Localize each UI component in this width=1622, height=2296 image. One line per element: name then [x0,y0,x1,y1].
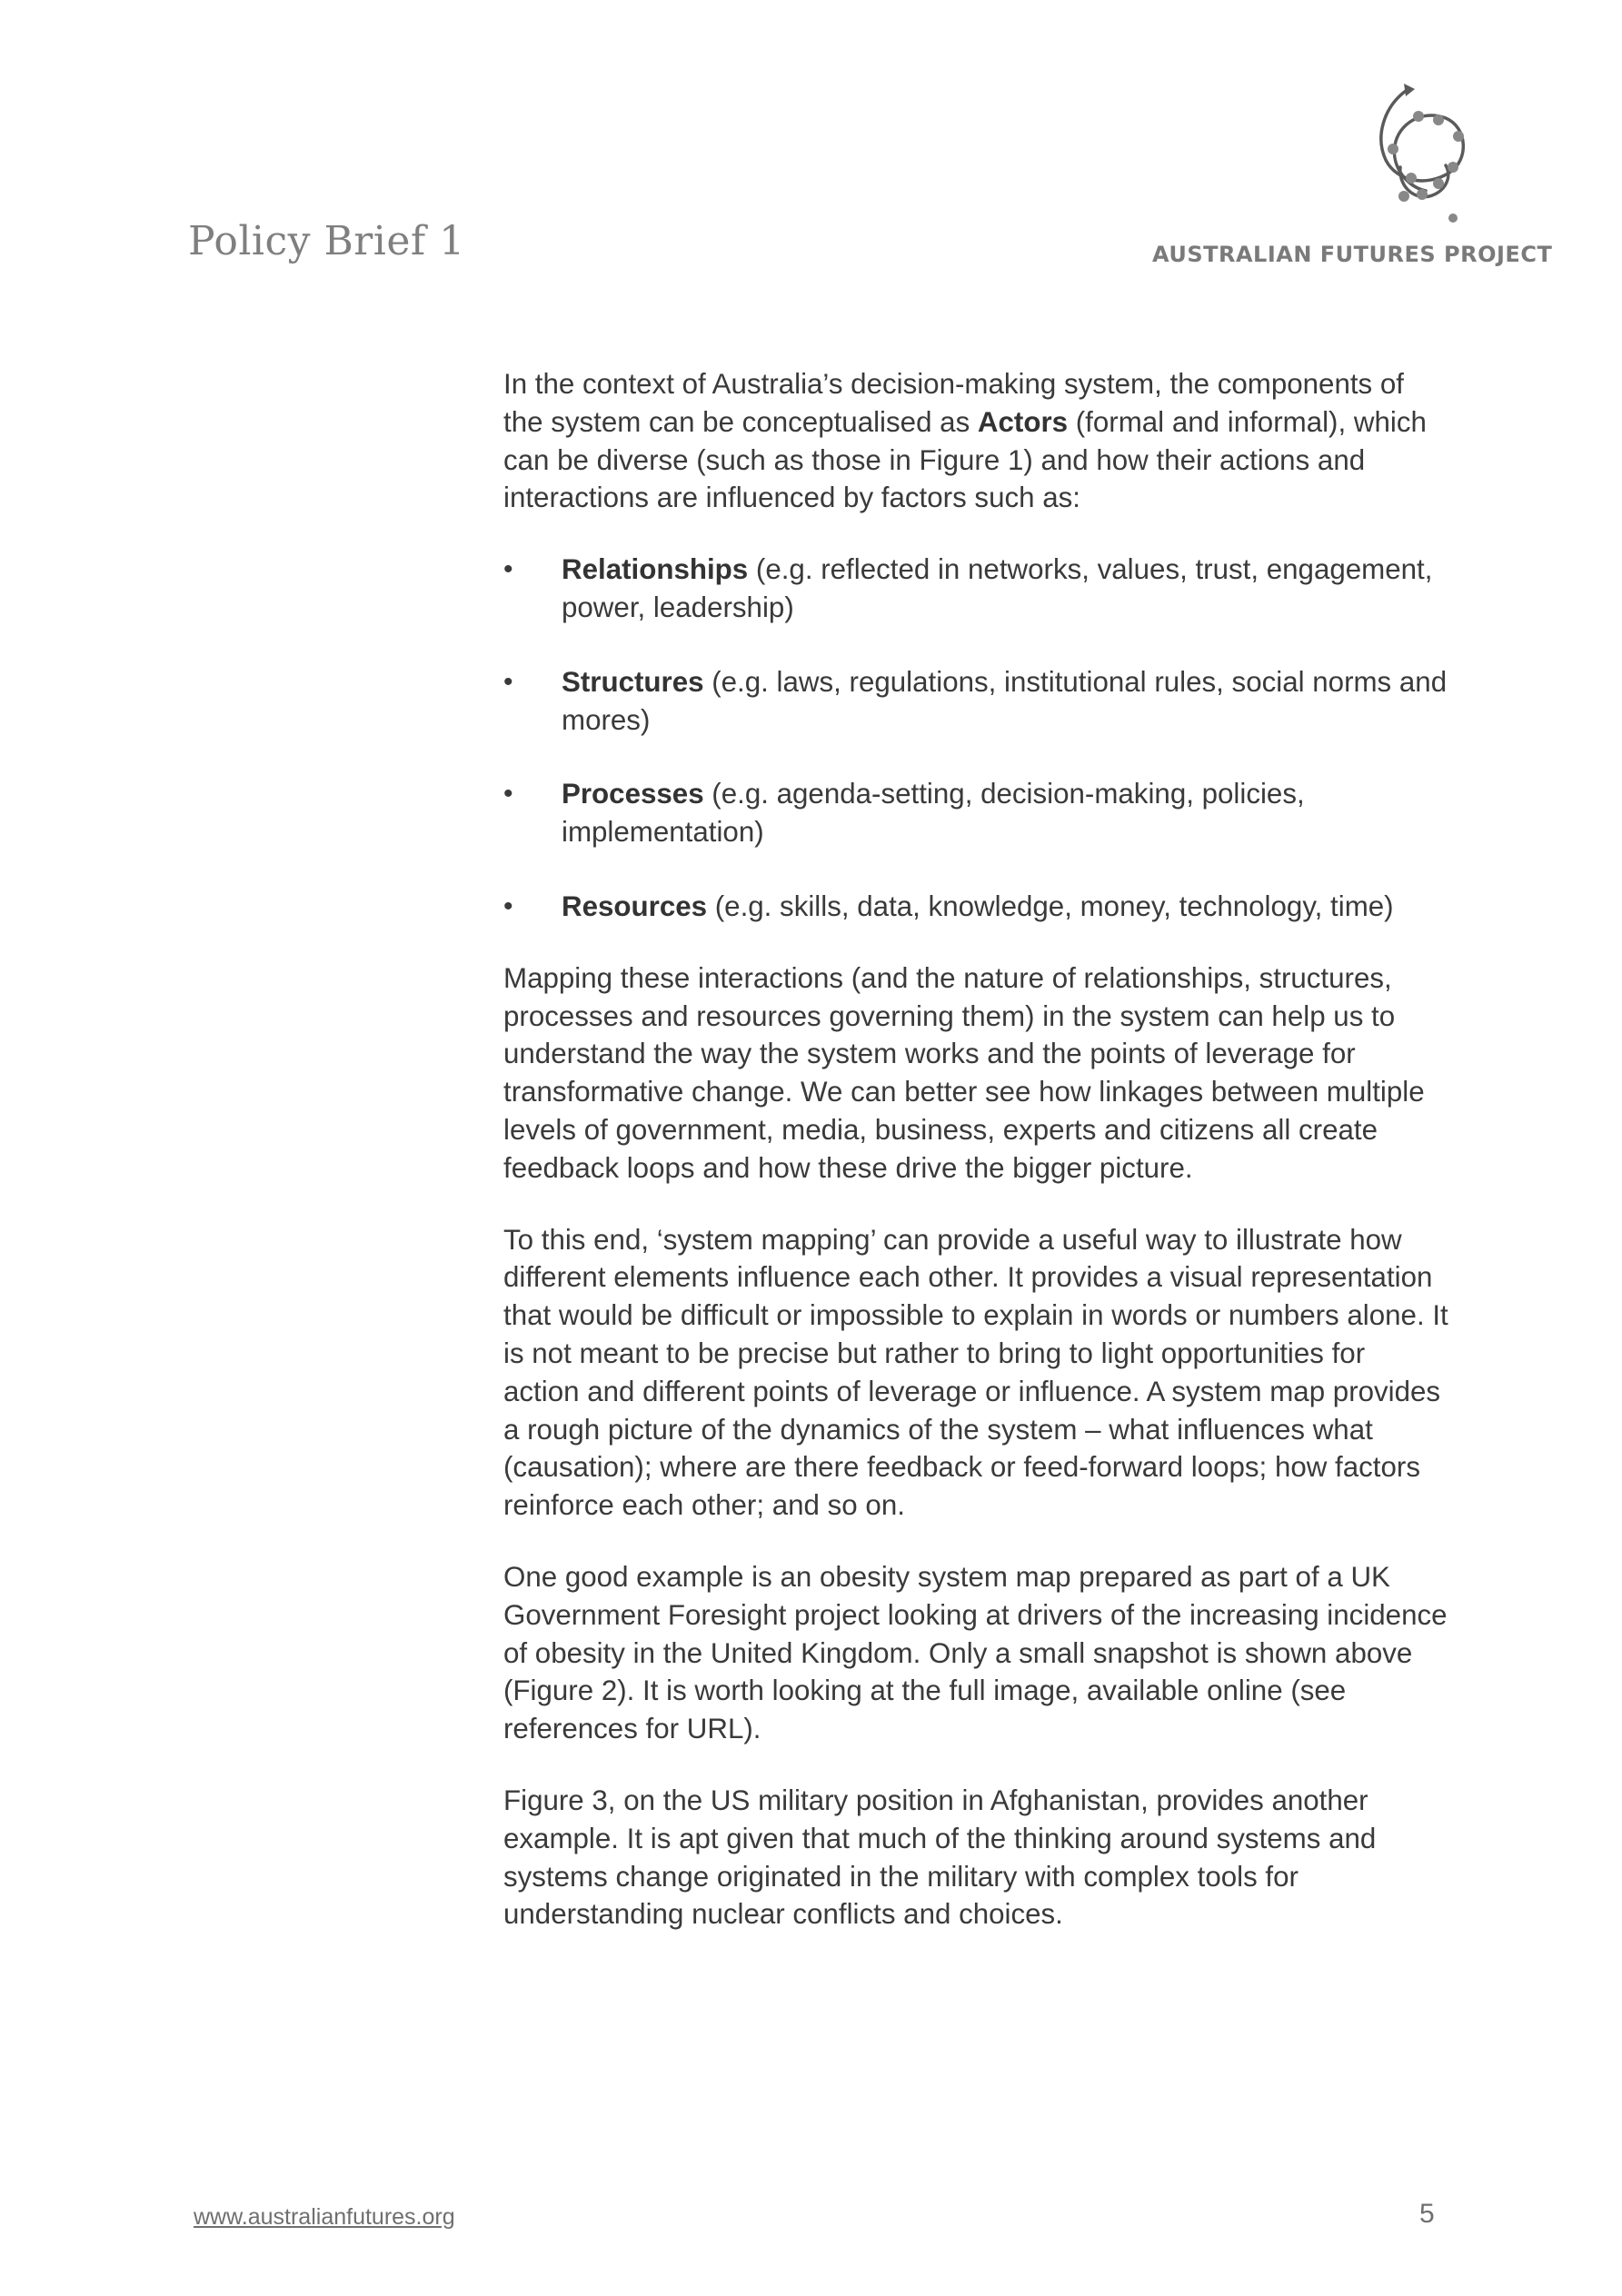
bullet-icon: • [503,890,513,921]
body-paragraph: One good example is an obesity system map prepared as part of a UK Government Foresight project looking at drivers of the increasing incidence of obesity in the United Kingdom. Only a small snapshot is shown above (Figure 2). It is worth looking at the full image, available online (see references for URL). [503,1560,1448,1745]
page-number: 5 [1419,2199,1435,2229]
body-paragraph: Figure 3, on the US military position in Afghanistan, provides another example. It is apt given that much of the thinking around systems and systems change originated in the military with complex tools for understanding nuclear conflicts and choices. [503,1784,1377,1931]
actors-term: Actors [977,405,1069,438]
body-paragraph: To this end, ‘system mapping’ can provide a useful way to illustrate how different elements influence each other. It provides a visual representation that would be difficult or impossible to explain in words or numbers alone. It is not meant to be precise but rather to bring to light opportunities for action and different points of leverage or influence. A system map provides a rough picture of the dynamics of the system – what influences what (causation); where are there feedback or feed-forward loops; how factors reinforce each other; and so on. [503,1223,1448,1522]
page-title: Policy Brief 1 [188,218,465,264]
factor-item: • Processes (e.g. agenda-setting, decision-making, policies, implementation) [503,775,1448,851]
bullet-icon: • [503,779,513,810]
brand-name: AUSTRALIAN FUTURES PROJECT [1152,242,1553,267]
circular-orbit-logo-icon [1358,80,1481,230]
bullet-icon: • [503,666,513,697]
factor-item: • Relationships (e.g. reflected in networks, values, trust, engagement, power, leadership) [503,551,1448,627]
bullet-icon: • [503,554,513,585]
body-paragraph: Mapping these interactions (and the nature of relationships, structures, processes and resources governing them) in the system can help us to understand the way the system works and the points of leverage for transformative change. We can better see how linkages between multiple levels of government, media, business, experts and citizens all create feedback loops and how these drive the bigger picture. [503,961,1425,1184]
factor-list [503,551,1448,926]
factor-item: • Structures (e.g. laws, regulations, institutional rules, social norms and mores) [503,663,1448,740]
main-content [503,365,1448,1967]
factor-item: • Resources (e.g. skills, data, knowledge, money, technology, time) [503,888,1448,926]
footer-link[interactable]: www.australianfutures.org [194,2204,455,2230]
intro-paragraph: In the context of Australia’s decision-making system, the components of the system can be conceptualised as Actors (formal and informal), which can be diverse (such as those in Figure 1) and how their actions and interactions are influenced by factors such as: [503,368,1427,514]
